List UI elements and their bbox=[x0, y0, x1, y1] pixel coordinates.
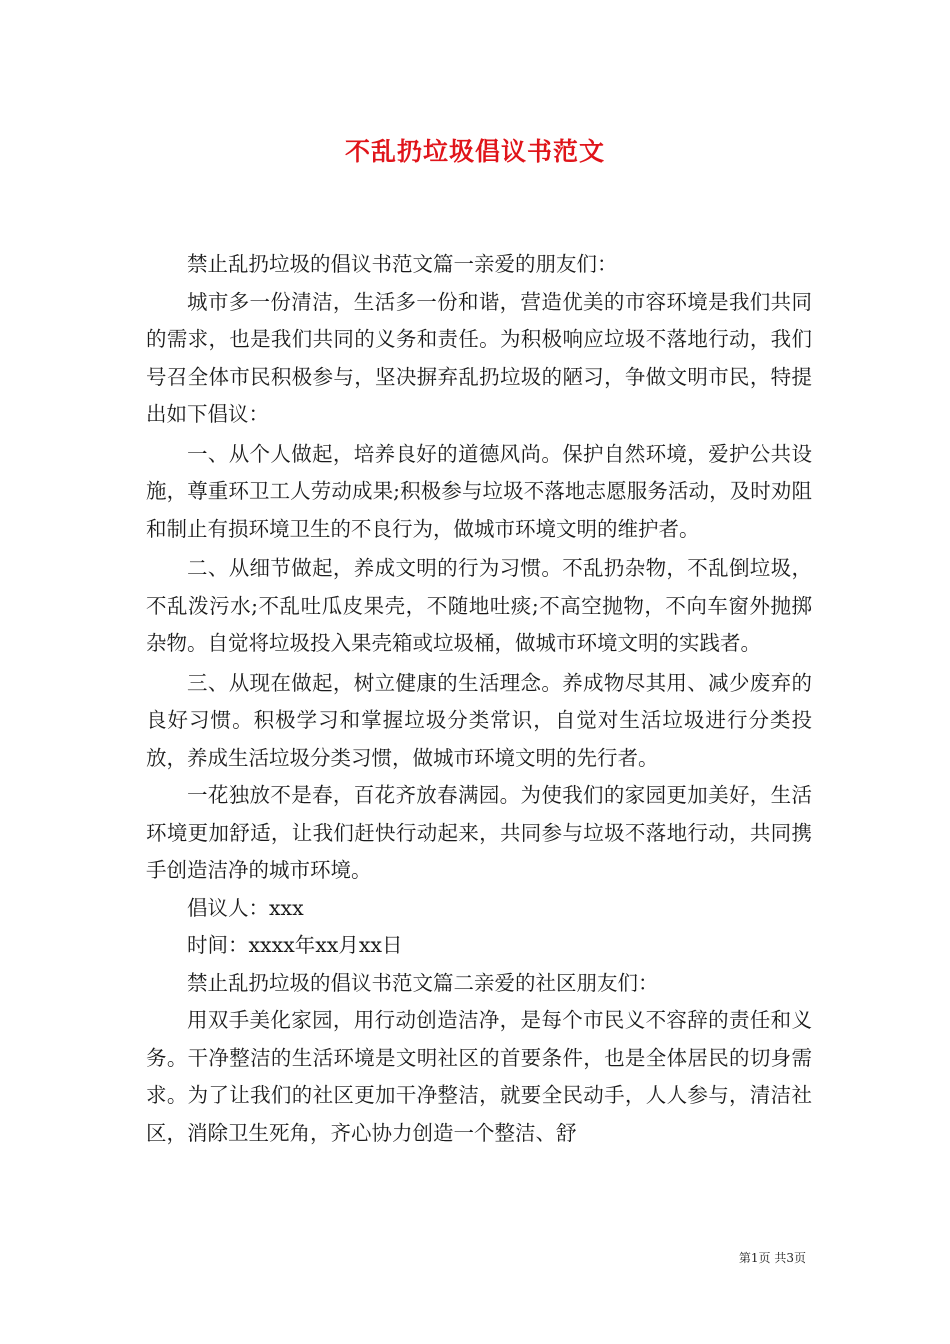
paragraph-date: 时间：xxxx年xx月xx日 bbox=[187, 933, 403, 957]
page-footer: 第1页 共3页 bbox=[738, 1251, 806, 1265]
paragraph-signatory: 倡议人：xxx bbox=[187, 895, 304, 920]
paragraph-closing: 一花独放不是春，百花齐放春满园。为使我们的家园更加美好，生活环境更加舒适，让我们赶快行动起来，共同参与垃圾不落地行动，共同携手创造洁净的城市环境。 bbox=[146, 783, 812, 882]
paragraph-proposal-1: 一、从个人做起，培养良好的道德风尚。保护自然环境，爱护公共设施，尊重环卫工人劳动成果;积极参与垃圾不落地志愿服务活动，及时劝阻和制止有损环境卫生的不良行为，做城市环境文明的维护者。 bbox=[146, 441, 812, 541]
paragraph-intro-2: 禁止乱扔垃圾的倡议书范文篇二亲爱的社区朋友们： bbox=[187, 970, 659, 995]
paragraph-preface: 城市多一份清洁，生活多一份和谐，营造优美的市容环境是我们共同的需求，也是我们共同的义务和责任。为积极响应垃圾不落地行动，我们号召全体市民积极参与，坚决摒弃乱扔垃圾的陋习，争做文明市民，特提出如下倡议： bbox=[146, 289, 812, 426]
document-title: 不乱扔垃圾倡议书范文 bbox=[344, 137, 605, 166]
paragraph-intro-1: 禁止乱扔垃圾的倡议书范文篇一亲爱的朋友们： bbox=[187, 252, 618, 276]
paragraph-proposal-3: 三、从现在做起，树立健康的生活理念。养成物尽其用、减少废弃的良好习惯。积极学习和掌握垃圾分类常识，自觉对生活垃圾进行分类投放，养成生活垃圾分类习惯，做城市环境文明的先行者。 bbox=[146, 670, 812, 770]
paragraph-proposal-2: 二、从细节做起，养成文明的行为习惯。不乱扔杂物，不乱倒垃圾，不乱泼污水;不乱吐瓜皮果壳，不随地吐痰;不高空抛物，不向车窗外抛掷杂物。自觉将垃圾投入果壳箱或垃圾桶，做城市环境文明的实践者。 bbox=[146, 556, 812, 655]
document-body bbox=[146, 246, 812, 1152]
paragraph-body-2: 用双手美化家园，用行动创造洁净，是每个市民义不容辞的责任和义务。干净整洁的生活环境是文明社区的首要条件，也是全体居民的切身需求。为了让我们的社区更加干净整洁，就要全民动手，人人参与，清洁社区，消除卫生死角，齐心协力创造一个整洁、舒 bbox=[146, 1008, 812, 1145]
